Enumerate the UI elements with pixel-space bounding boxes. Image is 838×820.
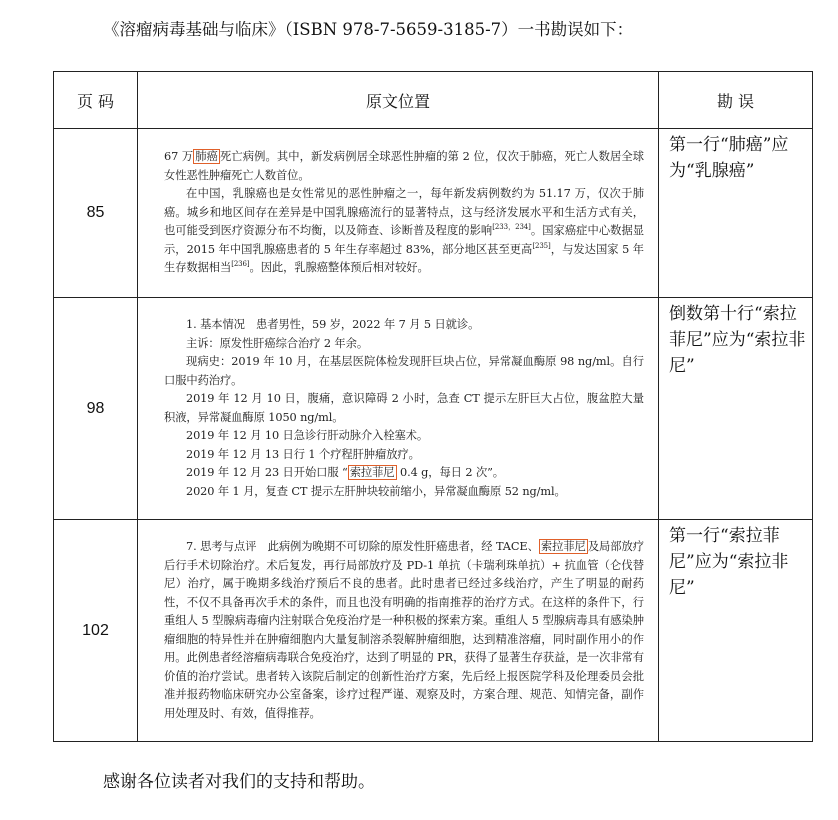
error-highlight: 肺癌: [195, 150, 218, 164]
excerpt-image: [164, 148, 644, 278]
excerpt-line: 1. 基本情况 患者男性，59 岁，2022 年 7 月 5 日就诊。: [186, 318, 480, 331]
table-row: [54, 129, 813, 298]
page-number: 102: [54, 520, 138, 742]
page-number: 98: [54, 298, 138, 520]
excerpt-text: 。国家癌症中心数据显示，2015 年中国乳腺癌患者的 5 年生存率超过 83%，部分地区甚至更高: [164, 224, 644, 256]
table-header-row: [54, 72, 813, 129]
excerpt-image: [164, 316, 644, 501]
excerpt-text: 死亡病例。其中，新发病例居全球恶性肿瘤的第 2 位，仅次于肺癌，死亡人数居全球女性恶性肿瘤死亡人数首位。: [164, 150, 644, 182]
excerpt-text: 0.4 g，每日 2 次”。: [396, 466, 505, 479]
citation: [236]: [231, 260, 250, 269]
excerpt-text: 2019 年 12 月 23 日开始口服 “: [186, 466, 348, 479]
excerpt-text: 。因此，乳腺癌整体预后相对较好。: [249, 261, 429, 275]
correction-text: 第一行“肺癌”应为“乳腺癌”: [659, 129, 813, 298]
citation: [233，234]: [492, 223, 531, 232]
page-number: 85: [54, 129, 138, 298]
error-highlight: 索拉菲尼: [540, 540, 586, 553]
table-row: [54, 520, 813, 742]
header-errata: 勘 误: [659, 72, 813, 129]
excerpt-text: 7. 思考与点评 此病例为晚期不可切除的原发性肝癌患者，经 TACE、: [186, 540, 539, 553]
correction-text: 倒数第十行“索拉菲尼”应为“索拉非尼”: [659, 298, 813, 520]
excerpt-line: 2019 年 12 月 10 日急诊行肝动脉介入栓塞术。: [186, 429, 429, 442]
thanks-text: 感谢各位读者对我们的支持和帮助。: [103, 772, 375, 792]
excerpt-text: 及局部放疗后行手术切除治疗。术后复发，再行局部放疗及 PD-1 单抗（卡瑞利珠单抗）+ 抗血管（仑伐替尼）治疗，属于晚期多线治疗预后不良的患者。此时患者已经过多线治疗，产生了明显的耐药性，不仅不具备再次手术的条件，而且也没有明确的指南推荐的治疗方式。在这样的条件下，行重组人 5 型腺病毒瘤内注射联合免疫治疗是一种积极的探索方案。重组人 5 型腺病毒具有感染肿瘤细胞的特异性并在肿瘤细胞内大量复制溶杀裂解肿瘤细胞，达到精准溶瘤，同时副作用小的作用。此例患者经溶瘤病毒联合免疫治疗，达到了明显的 PR，获得了显著生存获益，是一次非常有价值的治疗尝试。患者转入该院后制定的创新性治疗方案，先后经上报医院学科及伦理委员会批准并报药物临床研究办公室备案，诊疗过程严谨、观察及时，方案合理、规范、知情完备，副作用处理及时、有效，值得推荐。: [164, 540, 644, 720]
excerpt-line: 现病史：2019 年 10 月，在基层医院体检发现肝巨块占位，异常凝血酶原 98 ng/ml。自行口服中药治疗。: [164, 355, 644, 387]
original-excerpt: [138, 129, 659, 298]
excerpt-line: 主诉：原发性肝癌综合治疗 2 年余。: [186, 336, 369, 350]
excerpt-text: ，与发达国家 5 年生存数据相当: [164, 242, 644, 275]
header-original: 原文位置: [138, 72, 659, 129]
original-excerpt: [138, 520, 659, 742]
error-highlight: 索拉菲尼: [349, 466, 395, 479]
correction-text: 第一行“索拉菲尼”应为“索拉非尼”: [659, 520, 813, 742]
excerpt-line: 2019 年 12 月 13 日行 1 个疗程肝肿瘤放疗。: [186, 447, 420, 461]
table-row: [54, 298, 813, 520]
intro-text: 《溶瘤病毒基础与临床》（ISBN 978-7-5659-3185-7）一书勘误如下：: [103, 20, 634, 39]
excerpt-line: 2019 年 12 月 10 日，腹痛，意识障碍 2 小时，急查 CT 提示左肝巨大占位，腹盆腔大量积液，异常凝血酶原 1050 ng/ml。: [164, 392, 644, 424]
excerpt-image: [164, 538, 644, 723]
excerpt-text: 在中国，乳腺癌也是女性常见的恶性肿瘤之一，每年新发病例数约为 51.17 万，仅次于肺癌。城乡和地区间存在差异是中国乳腺癌流行的显著特点，这与经济发展水平和生活方式有关，也可能受到医疗资源分布不均衡，以及筛查、诊断普及程度的影响: [164, 187, 644, 238]
errata-table: [53, 71, 813, 742]
header-page: 页 码: [54, 72, 138, 129]
excerpt-line: 2020 年 1 月，复查 CT 提示左肝肿块较前缩小，异常凝血酶原 52 ng/ml。: [186, 484, 566, 498]
original-excerpt: [138, 298, 659, 520]
citation: [235]: [532, 241, 551, 250]
excerpt-text: 67 万: [164, 150, 194, 164]
